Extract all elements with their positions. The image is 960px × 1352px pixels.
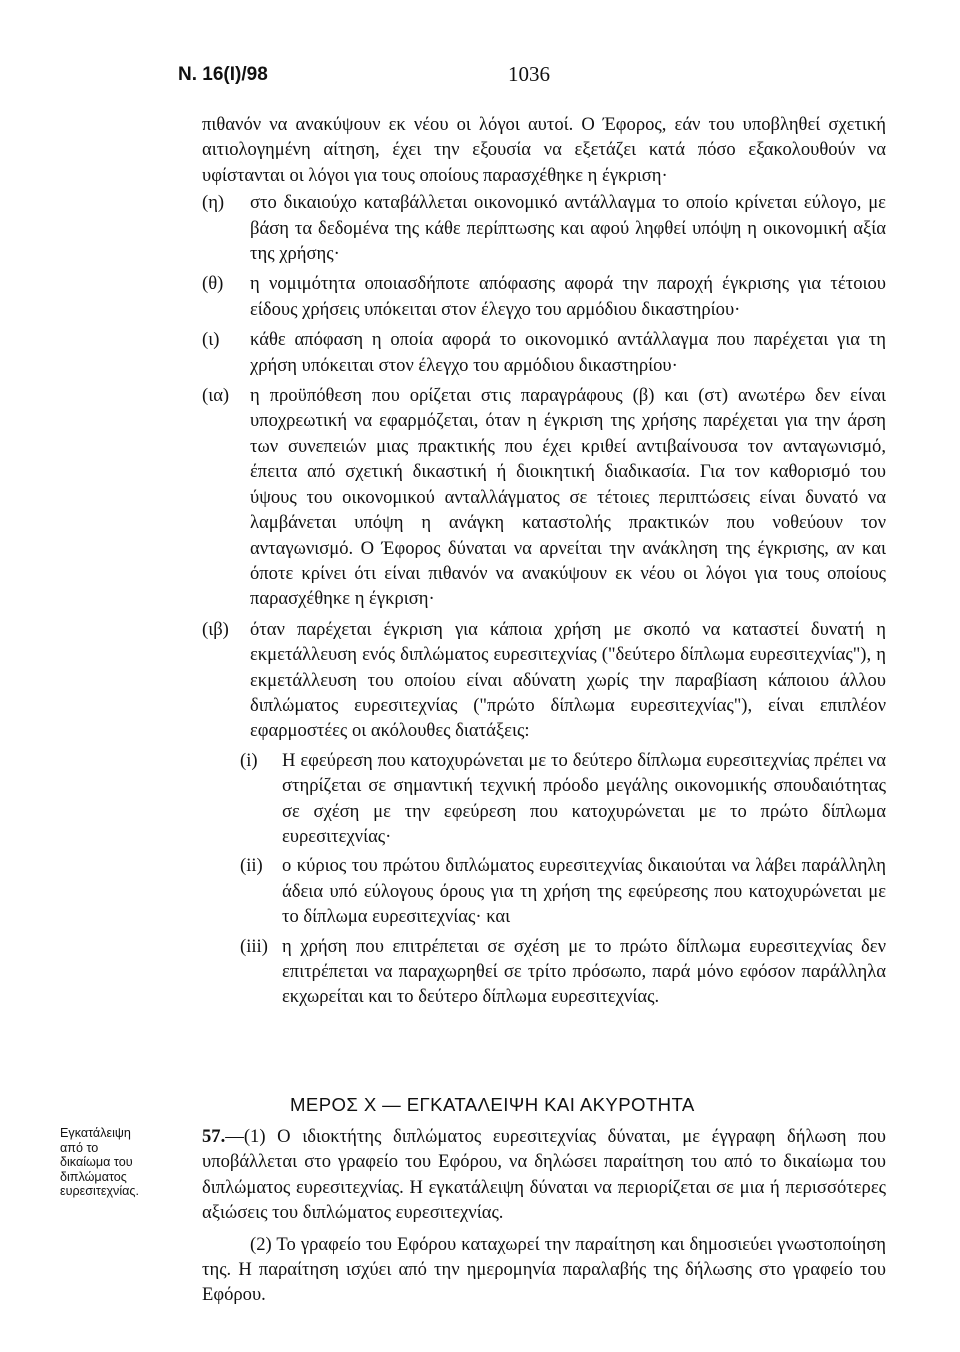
- item-label: (θ): [202, 273, 224, 295]
- item-text: όταν παρέχεται έγκριση για κάποια χρήση με σκοπό να καταστεί δυνατή η εκμετάλλευση ενός διπλώματος ευρεσιτεχνίας ("δεύτερο δίπλωμα ευρεσιτεχνίας"), η εκμετάλλευση του οποίου είναι αδύνατη χωρίς την παραβίαση κάποιου άλλου διπλώματος ευρεσιτεχνίας ("πρώτο δίπλωμα ευρεσιτεχνίας"), είναι επιπλέον εφαρμοστέες οι ακόλουθες διατάξεις:: [250, 618, 886, 742]
- margin-note-line: δικαίωμα του: [60, 1155, 133, 1170]
- margin-note-line: από το: [60, 1140, 99, 1155]
- margin-note-line: Εγκατάλειψη: [60, 1126, 131, 1140]
- sub-item-label: (i): [240, 749, 258, 771]
- margin-note-line: διπλώματος: [60, 1169, 127, 1184]
- item-text: η νομιμότητα οποιασδήποτε απόφασης αφορά την παροχή έγκρισης για τέτοιου είδους χρήσεις υπόκειται στον έλεγχο του αρμόδιου δικαστηρίου·: [250, 273, 886, 320]
- main-text: [202, 112, 886, 1010]
- item-label: (ια): [202, 385, 230, 407]
- part-heading: ΜΕΡΟΣ Χ — ΕΓΚΑΤΑΛΕΙΨΗ ΚΑΙ ΑΚΥΡΟΤΗΤΑ: [290, 1094, 695, 1115]
- item-label: (η): [202, 192, 225, 214]
- page-number: 1036: [508, 62, 550, 86]
- sub-item-label: (iii): [240, 935, 268, 957]
- section-number: 57.: [202, 1126, 226, 1147]
- list-item: [202, 383, 886, 612]
- list-item: [202, 271, 886, 322]
- sub-list-item: [202, 853, 886, 929]
- list-item: [202, 190, 886, 266]
- list-item: [202, 617, 886, 744]
- sub-list-item: [202, 748, 886, 850]
- item-text: κάθε απόφαση η οποία αφορά το οικονομικό αντάλλαγμα που παρέχεται για τη χρήση υπόκειται στον έλεγχο του αρμόδιου δικαστηρίου·: [250, 329, 886, 376]
- continuation-paragraph: πιθανόν να ανακύψουν εκ νέου οι λόγοι αυτοί. Ο Έφορος, εάν του υποβληθεί σχετική αιτιολογημένη αίτηση, έχει την εξουσία να εξετάζει κατά πόσο εξακολουθούν να υφίστανται οι λόγοι για τους οποίους παρασχέθηκε η έγκριση·: [202, 114, 886, 186]
- list-item: [202, 327, 886, 378]
- sub-item-text: ο κύριος του πρώτου διπλώματος ευρεσιτεχνίας δικαιούται να λάβει παράλληλη άδεια υπό εύλογους όρους για τη χρήση της εφεύρεσης που κατοχυρώνεται με το δίπλωμα ευρεσιτεχνίας· και: [282, 855, 886, 928]
- margin-note-line: ευρεσιτεχνίας.: [60, 1184, 139, 1199]
- item-text: στο δικαιούχο καταβάλλεται οικονομικό αντάλλαγμα το οποίο κρίνεται εύλογο, με βάση τα δεδομένα της κάθε περίπτωσης και αφού ληφθεί υπόψη η οικονομική αξία της χρήσης·: [250, 192, 886, 265]
- margin-note: [60, 1126, 170, 1199]
- sub-item-label: (ii): [240, 855, 263, 877]
- section-57: [202, 1124, 886, 1308]
- sub-list-item: [202, 934, 886, 1010]
- section-paragraph-1: [202, 1124, 886, 1226]
- item-text: η προϋπόθεση που ορίζεται στις παραγράφους (β) και (στ) ανωτέρω δεν είναι υποχρεωτική να εφαρμόζεται, όταν η έγκριση της χρήσης παρέχεται για την άρση των συνεπειών μιας πρακτικής που έχει κριθεί αντιβαίνουσα τον ανταγωνισμό, έπειτα από σχετική δικαστική ή διοικητική διαδικασία. Για τον καθορισμό του ύψους του οικονομικού ανταλλάγματος σε τέτοιες περιπτώσεις είναι δυνατό να λαμβάνεται υπόψη η ανάγκη καταστολής πρακτικών που νοθεύουν τον ανταγωνισμό. Ο Έφορος δύναται να αρνείται την ανάκληση της έγκρισης, αν και όποτε κρίνει ότι είναι πιθανόν να ανακύψουν εκ νέου οι λόγοι για τους οποίους παρασχέθηκε η έγκριση·: [250, 385, 886, 610]
- sub-item-text: Η εφεύρεση που κατοχυρώνεται με το δεύτερο δίπλωμα ευρεσιτεχνίας πρέπει να στηρίζεται σε σημαντική τεχνική πρόοδο μεγάλης οικονομικής σπουδαιότητας σε σχέση με την εφεύρεση που κατοχυρώνεται με το πρώτο δίπλωμα ευρεσιτεχνίας·: [282, 749, 886, 847]
- item-label: (ιβ): [202, 618, 229, 640]
- section-text: —(1) Ο ιδιοκτήτης διπλώματος ευρεσιτεχνίας δύναται, με έγγραφη δήλωση που υποβάλλεται στο γραφείο του Εφόρου, να δηλώσει παραίτηση του από το δικαίωμα του διπλώματος ευρεσιτεχνίας. Η εγκατάλειψη δύναται να περιορίζεται σε μια ή περισσότερες αξιώσεις του διπλώματος ευρεσιτεχνίας.: [202, 1126, 886, 1224]
- section-paragraph-2: (2) Το γραφείο του Εφόρου καταχωρεί την παραίτηση και δημοσιεύει γνωστοποίηση της. Η παραίτηση ισχύει από την ημερομηνία παραλαβής της δήλωσης στο γραφείο του Εφόρου.: [202, 1233, 886, 1306]
- item-label: (ι): [202, 329, 220, 351]
- act-number-header: Ν. 16(Ι)/98: [178, 64, 268, 85]
- sub-item-text: η χρήση που επιτρέπεται σε σχέση με το πρώτο δίπλωμα ευρεσιτεχνίας δεν επιτρέπεται να παραχωρηθεί σε τρίτο πρόσωπο, παρά μόνο εφόσον παράλληλα εκχωρείται και το δεύτερο δίπλωμα ευρεσιτεχνίας.: [282, 935, 886, 1008]
